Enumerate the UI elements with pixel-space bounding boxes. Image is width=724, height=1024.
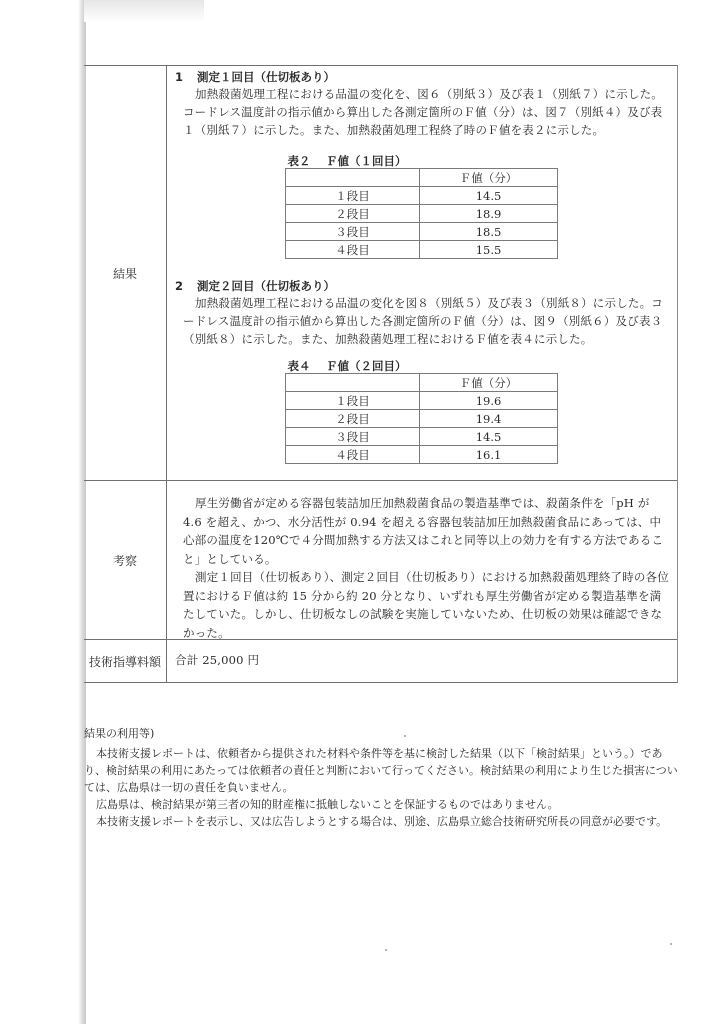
value-cell: 18.5 (420, 223, 558, 241)
table-header-f-value: Ｆ値（分） (420, 169, 558, 187)
fee-row (84, 640, 677, 682)
table-row (286, 392, 558, 410)
notes-paragraph-3: 本技術支援レポートを表示し、又は広告しようとする場合は、別途、広島県立総合技術研究所長の同意が必要です。 (96, 815, 668, 828)
discussion-paragraph-1: 厚生労働省が定める容器包装詰加圧加熱殺菌食品の製造基準では、殺菌条件を「pH が 4.6 を超え、かつ、水分活性が 0.94 を超える容器包装詰加圧加熱殺菌食品にあっては、中心部の温度を120℃で４分間加熱する方法又はこれと同等以上の効力を有する方法であること」としている。 (183, 496, 664, 566)
table-row (286, 205, 558, 223)
table-row (286, 410, 558, 428)
discussion-paragraphs (183, 494, 671, 642)
discussion-row (84, 481, 677, 640)
notes-title: 結果の利用等) (84, 727, 155, 740)
stage-cell: ２段目 (286, 205, 420, 223)
value-cell: 19.6 (420, 392, 558, 410)
stage-cell: ４段目 (286, 241, 420, 259)
scan-top-shade (84, 0, 204, 22)
value-cell: 19.4 (420, 410, 558, 428)
measurement2-heading: 2 測定２回目（仕切板あり） (175, 279, 335, 293)
discussion-label: 考察 (84, 481, 167, 639)
stage-cell: ３段目 (286, 223, 420, 241)
table-row (286, 446, 558, 464)
measurement1-paragraph: 加熱殺菌処理工程における品温の変化を、図６（別紙３）及び表１（別紙７）に示した。コードレス温度計の指示値から算出した各測定箇所のＦ値（分）は、図７（別紙４）及び表１（別紙７）に示した。また、加熱殺菌処理工程終了時のＦ値を表２に示した。 (183, 87, 663, 137)
scan-speck (404, 735, 406, 737)
notes-paragraph-2: 広島県は、検討結果が第三者の知的財産権に抵触しないことを保証するものではありません。 (96, 798, 559, 811)
table2-caption: 表２ Ｆ値（１回目） (287, 154, 407, 168)
usage-notes (84, 725, 684, 830)
stage-cell: ２段目 (286, 410, 420, 428)
fee-value: 合計 25,000 円 (175, 653, 260, 667)
stage-cell: ３段目 (286, 428, 420, 446)
discussion-content (167, 481, 677, 639)
table-header-row (286, 169, 558, 187)
value-cell: 16.1 (420, 446, 558, 464)
value-cell: 15.5 (420, 241, 558, 259)
table4-caption: 表４ Ｆ値（２回目） (287, 359, 407, 373)
table-row (286, 241, 558, 259)
scan-speck (385, 949, 387, 951)
discussion-paragraph-2: 測定１回目（仕切板あり）、測定２回目（仕切板あり）における加熱殺菌処理終了時の各位置におけるＦ値は約 15 分から約 20 分となり、いずれも厚生労働省が定める製造基準を満たしていた。しかし、仕切板なしの試験を実施していないため、仕切板の効果は確認できなかった。 (183, 570, 669, 640)
stage-cell: １段目 (286, 392, 420, 410)
table-header-f-value: Ｆ値（分） (420, 374, 558, 392)
table-header-blank (286, 374, 420, 392)
measurement1-heading: 1 測定１回目（仕切板あり） (175, 70, 335, 84)
measurement2-paragraph: 加熱殺菌処理工程における品温の変化を図８（別紙５）及び表３（別紙８）に示した。コードレス温度計の指示値から算出した各測定箇所のＦ値（分）は、図９（別紙６）及び表３（別紙８）に示した。また、加熱殺菌処理工程におけるＦ値を表４に示した。 (183, 296, 663, 346)
results-content (167, 66, 677, 480)
stage-cell: １段目 (286, 187, 420, 205)
table-row (286, 187, 558, 205)
table-row (286, 428, 558, 446)
results-label: 結果 (84, 66, 167, 480)
scan-speck (670, 943, 672, 945)
table-row (286, 223, 558, 241)
fee-label: 技術指導料額 (84, 640, 167, 682)
table-header-row (286, 374, 558, 392)
table4-f-values (285, 373, 558, 464)
stage-cell: ４段目 (286, 446, 420, 464)
value-cell: 14.5 (420, 187, 558, 205)
fee-content (167, 640, 677, 682)
notes-paragraph-1: 本技術支援レポートは、依頼者から提供された材料や条件等を基に検討した結果（以下「検討結果」という。）であり、検討結果の利用にあたっては依頼者の責任と判断において行ってください。検討結果の利用により生じた損害については、広島県は一切の責任を負いません。 (84, 747, 678, 794)
report-table (84, 65, 678, 683)
value-cell: 14.5 (420, 428, 558, 446)
results-row (84, 66, 677, 481)
value-cell: 18.9 (420, 205, 558, 223)
table-header-blank (286, 169, 420, 187)
table2-f-values (285, 168, 558, 259)
